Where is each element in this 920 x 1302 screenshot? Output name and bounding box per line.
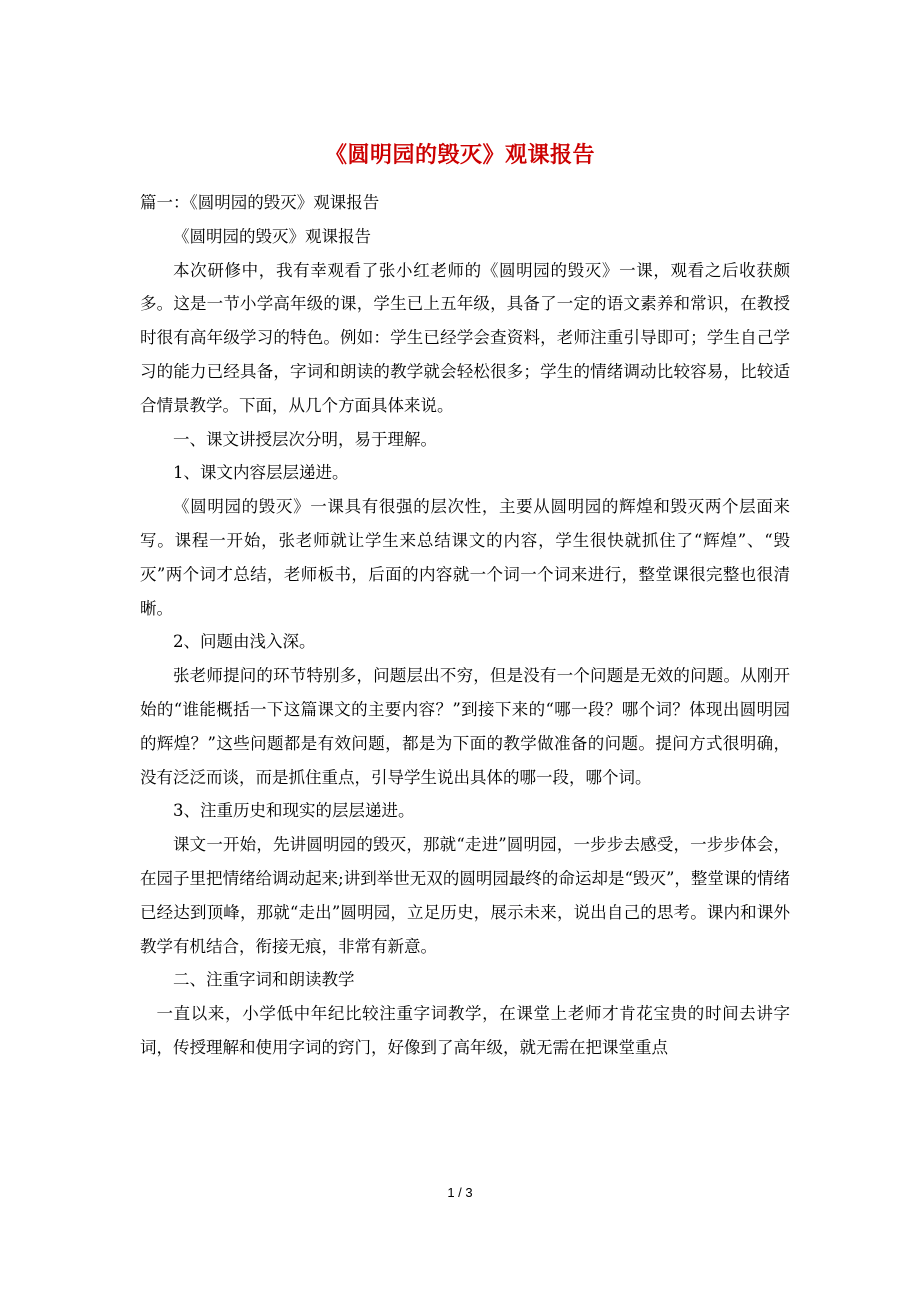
subsection-heading: 1、课文内容层层递进。 — [173, 463, 349, 483]
paragraph: 《圆明园的毁灭》一课具有很强的层次性，主要从圆明园的辉煌和毁灭两个层面来写。课程一开始，张老师就让学生来总结课文的内容，学生很快就抓住了“辉煌”、“毁灭”两个词才总结，老师板书，后面的内容就一个词一个词来进行，整堂课很完整也很清晰。 — [140, 497, 790, 618]
paragraph: 篇一：《圆明园的毁灭》观课报告 — [140, 193, 380, 212]
subsection-heading: 2、问题由浅入深。 — [173, 632, 316, 652]
paragraph: 课文一开始，先讲圆明园的毁灭，那就“走进”圆明园，一步步去感受，一步步体会，在园子里把情绪给调动起来;讲到举世无双的圆明园最终的命运却是“毁灭”，整堂课的情绪已经达到顶峰，那就“走出”圆明园，立足历史，展示未来，说出自己的思考。课内和课外教学有机结合，衔接无痕，非常有新意。 — [140, 835, 790, 956]
paragraph: 张老师提问的环节特别多，问题层出不穷，但是没有一个问题是无效的问题。从刚开始的“谁能概括一下这篇课文的主要内容？”到接下来的“哪一段？哪个词？体现出圆明园的辉煌？”这些问题都是有效问题，都是为下面的教学做准备的问题。提问方式很明确，没有泛泛而谈，而是抓住重点，引导学生说出具体的哪一段，哪个词。 — [140, 666, 790, 787]
document-body — [140, 186, 790, 1065]
paragraph: 本次研修中，我有幸观看了张小红老师的《圆明园的毁灭》一课，观看之后收获颇多。这是一节小学高年级的课，学生已上五年级，具备了一定的语文素养和常识，在教授时很有高年级学习的特色。例如：学生已经学会查资料，老师注重引导即可；学生自己学习的能力已经具备，字词和朗读的教学就会轻松很多；学生的情绪调动比较容易，比较适合情景教学。下面，从几个方面具体来说。 — [140, 260, 790, 415]
document-title: 《圆明园的毁灭》观课报告 — [324, 142, 595, 168]
section-heading: 一、课文讲授层次分明，易于理解。 — [173, 429, 437, 449]
subsection-heading: 3、注重历史和现实的层层递进。 — [173, 801, 415, 821]
page-indicator: 1 / 3 — [447, 1185, 473, 1200]
paragraph: 《圆明园的毁灭》观课报告 — [173, 226, 371, 246]
paragraph: 一直以来，小学低中年纪比较注重字词教学，在课堂上老师才肯花宝贵的时间去讲字词，传授理解和使用字词的窍门，好像到了高年级，就无需在把课堂重点 — [140, 1004, 790, 1057]
section-heading: 二、注重字词和朗读教学 — [173, 970, 355, 990]
